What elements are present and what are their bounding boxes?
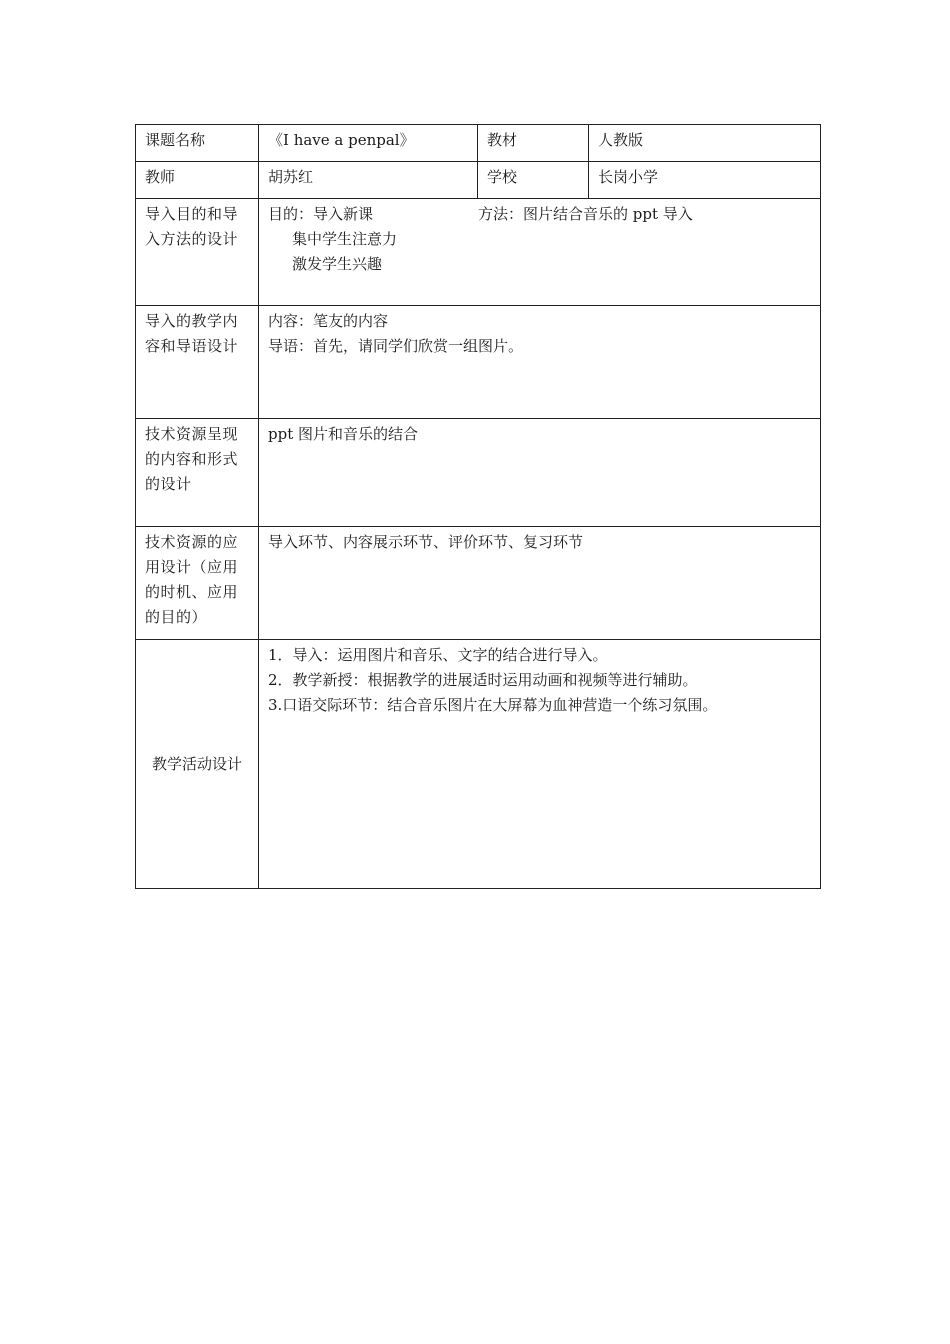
- intro-content-row: [136, 306, 821, 419]
- tech-presentation-value: ppt 图片和音乐的结合: [259, 419, 821, 527]
- purpose-line-2: 集中学生注意力: [292, 230, 398, 248]
- intro-content-text: 内容：笔友的内容: [268, 312, 389, 330]
- teacher-label: 教师: [136, 162, 259, 199]
- purpose-line-3: 激发学生兴趣: [292, 255, 383, 273]
- activity-design-row: [136, 640, 821, 889]
- textbook-label: 教材: [478, 125, 589, 162]
- tech-application-row: [136, 527, 821, 640]
- tech-presentation-label: 技术资源呈现的内容和形式的设计: [136, 419, 259, 527]
- intro-purpose-cell: [259, 199, 821, 306]
- activity-item-1: 1．导入：运用图片和音乐、文字的结合进行导入。: [268, 646, 608, 664]
- intro-purpose-label: 导入目的和导入方法的设计: [136, 199, 259, 306]
- intro-purpose-row: [136, 199, 821, 306]
- lesson-design-table: [135, 124, 821, 889]
- teacher-value: 胡苏红: [259, 162, 478, 199]
- activity-item-2: 2．教学新授：根据教学的进展适时运用动画和视频等进行辅助。: [268, 671, 698, 689]
- tech-presentation-row: [136, 419, 821, 527]
- school-label: 学校: [478, 162, 589, 199]
- purpose-line-1: 目的：导入新课: [268, 205, 374, 223]
- tech-application-value: 导入环节、内容展示环节、评价环节、复习环节: [259, 527, 821, 640]
- title-row: [136, 125, 821, 162]
- intro-method: 方法：图片结合音乐的 ppt 导入: [478, 205, 693, 223]
- title-value: 《I have a penpal》: [259, 125, 478, 162]
- activity-design-cell: [259, 640, 821, 889]
- intro-content-label: 导入的教学内容和导语设计: [136, 306, 259, 419]
- intro-content-cell: [259, 306, 821, 419]
- activity-item-3: 3.口语交际环节：结合音乐图片在大屏幕为血神营造一个练习氛围。: [268, 696, 718, 714]
- teacher-row: [136, 162, 821, 199]
- textbook-value: 人教版: [589, 125, 821, 162]
- activity-design-label: 教学活动设计: [136, 640, 259, 889]
- tech-application-label: 技术资源的应用设计（应用的时机、应用的目的）: [136, 527, 259, 640]
- school-value: 长岗小学: [589, 162, 821, 199]
- title-label: 课题名称: [136, 125, 259, 162]
- intro-guide-text: 导语：首先，请同学们欣赏一组图片。: [268, 337, 524, 355]
